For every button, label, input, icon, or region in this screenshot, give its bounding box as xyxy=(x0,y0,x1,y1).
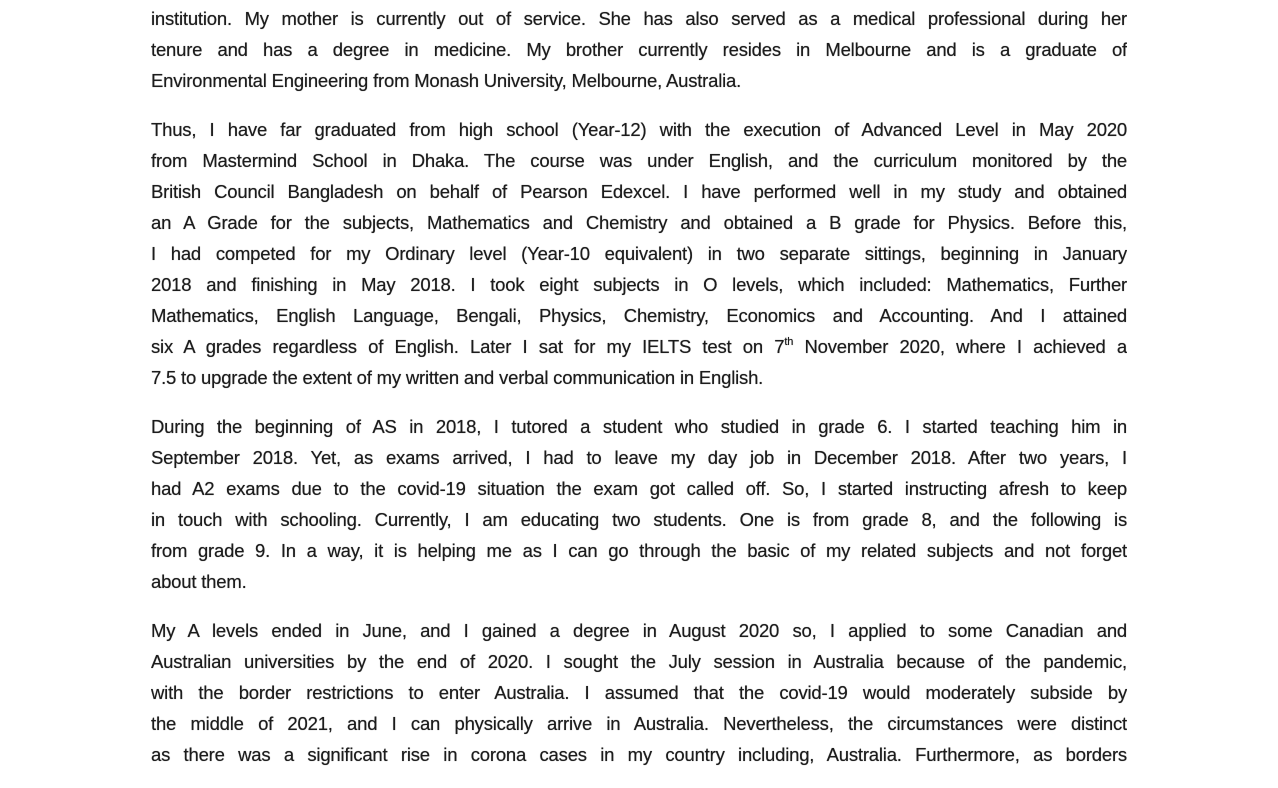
text-line: My A levels ended in June, and I gained a degree in August 2020 so, I applied to some Canadian and xyxy=(151,620,1127,641)
ordinal-superscript: th xyxy=(784,336,794,348)
text-segment: November 2020, where I achieved a xyxy=(793,336,1127,357)
text-line: about them. xyxy=(151,571,247,592)
paragraph xyxy=(151,411,1127,597)
text-line: an A Grade for the subjects, Mathematics and Chemistry and obtained a B grade for Physics. Before this, xyxy=(151,212,1127,233)
text-line: Mathematics, English Language, Bengali, Physics, Chemistry, Economics and Accounting. And I attained xyxy=(151,305,1127,326)
text-line: from grade 9. In a way, it is helping me as I can go through the basic of my related subjects and not forget xyxy=(151,540,1127,561)
text-line: had A2 exams due to the covid-19 situation the exam got called off. So, I started instructing afresh to keep xyxy=(151,478,1127,499)
paragraph xyxy=(151,114,1127,393)
text-line: the middle of 2021, and I can physically arrive in Australia. Nevertheless, the circumstances were distinct xyxy=(151,713,1127,734)
text-line: in touch with schooling. Currently, I am educating two students. One is from grade 8, and the following is xyxy=(151,509,1127,530)
text-line: During the beginning of AS in 2018, I tutored a student who studied in grade 6. I started teaching him in xyxy=(151,416,1127,437)
document-page xyxy=(151,3,1127,788)
text-line: September 2018. Yet, as exams arrived, I had to leave my day job in December 2018. After two years, I xyxy=(151,447,1127,468)
text-line: as there was a significant rise in corona cases in my country including, Australia. Furthermore, as borders xyxy=(151,744,1127,765)
text-line xyxy=(151,331,1127,362)
text-line: 2018 and finishing in May 2018. I took eight subjects in O levels, which included: Mathematics, Further xyxy=(151,274,1127,295)
text-line: institution. My mother is currently out of service. She has also served as a medical professional during her xyxy=(151,8,1127,29)
paragraph xyxy=(151,3,1127,96)
text-line: from Mastermind School in Dhaka. The course was under English, and the curriculum monitored by the xyxy=(151,150,1127,171)
text-segment: six A grades regardless of English. Later I sat for my IELTS test on 7 xyxy=(151,336,785,357)
text-line: 7.5 to upgrade the extent of my written and verbal communication in English. xyxy=(151,367,764,388)
text-line: Australian universities by the end of 2020. I sought the July session in Australia because of the pandemic, xyxy=(151,651,1127,672)
text-line: I had competed for my Ordinary level (Year-10 equivalent) in two separate sittings, beginning in January xyxy=(151,243,1127,264)
text-line: tenure and has a degree in medicine. My brother currently resides in Melbourne and is a graduate of xyxy=(151,39,1127,60)
text-line: British Council Bangladesh on behalf of Pearson Edexcel. I have performed well in my study and obtained xyxy=(151,181,1127,202)
text-line: Environmental Engineering from Monash University, Melbourne, Australia. xyxy=(151,70,742,91)
text-line: with the border restrictions to enter Australia. I assumed that the covid-19 would moderately subside by xyxy=(151,682,1127,703)
text-line: Thus, I have far graduated from high school (Year-12) with the execution of Advanced Level in May 2020 xyxy=(151,119,1127,140)
paragraph xyxy=(151,615,1127,770)
